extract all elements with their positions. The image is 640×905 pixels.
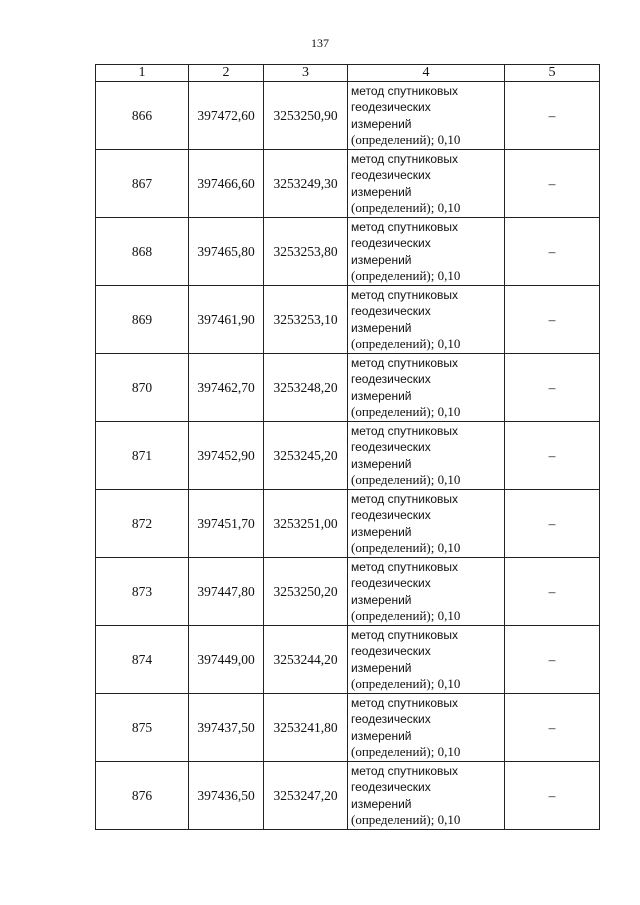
method-cell: [348, 422, 505, 490]
page-number: 137: [311, 36, 329, 50]
table-row: [96, 82, 600, 150]
note-cell: –: [505, 626, 600, 694]
x-coordinate-cell: 397449,00: [189, 626, 264, 694]
point-number-cell: 870: [96, 354, 189, 422]
y-coordinate-cell: 3253253,80: [264, 218, 348, 286]
note-cell: –: [505, 490, 600, 558]
table-header-row: [96, 65, 600, 82]
method-cell: [348, 762, 505, 830]
y-coordinate-cell: 3253248,20: [264, 354, 348, 422]
point-number-cell: 876: [96, 762, 189, 830]
y-coordinate-cell: 3253249,30: [264, 150, 348, 218]
method-cell: [348, 286, 505, 354]
y-coordinate-cell: 3253251,00: [264, 490, 348, 558]
method-accuracy-line: (определений); 0,10: [351, 403, 461, 419]
method-accuracy-line: (определений); 0,10: [351, 471, 461, 487]
method-line: метод спутниковых: [351, 560, 459, 574]
column-header: 5: [505, 65, 600, 82]
method-line: геодезических: [351, 780, 431, 795]
method-cell: [348, 626, 505, 694]
x-coordinate-cell: 397462,70: [189, 354, 264, 422]
method-line: метод спутниковых: [351, 152, 459, 166]
table-row: [96, 286, 600, 354]
method-line: измерений: [351, 524, 412, 539]
method-line: геодезических: [351, 440, 431, 455]
method-line: геодезических: [351, 508, 431, 523]
y-coordinate-cell: 3253253,10: [264, 286, 348, 354]
point-number-cell: 872: [96, 490, 189, 558]
method-line: измерений: [351, 388, 412, 403]
method-accuracy-line: (определений); 0,10: [351, 131, 461, 147]
note-cell: –: [505, 558, 600, 626]
note-cell: –: [505, 762, 600, 830]
x-coordinate-cell: 397465,80: [189, 218, 264, 286]
method-accuracy-line: (определений); 0,10: [351, 675, 461, 691]
method-line: метод спутниковых: [351, 84, 459, 98]
table-row: [96, 762, 600, 830]
column-header: 2: [189, 65, 264, 82]
method-line: метод спутниковых: [351, 492, 459, 506]
method-accuracy-line: (определений); 0,10: [351, 811, 461, 827]
coordinates-table: [95, 64, 600, 830]
method-cell: [348, 218, 505, 286]
method-line: измерений: [351, 184, 412, 199]
table-row: [96, 422, 600, 490]
method-cell: [348, 694, 505, 762]
point-number-cell: 868: [96, 218, 189, 286]
point-number-cell: 866: [96, 82, 189, 150]
method-line: метод спутниковых: [351, 220, 459, 234]
method-accuracy-line: (определений); 0,10: [351, 607, 461, 623]
method-line: метод спутниковых: [351, 356, 459, 370]
method-line: геодезических: [351, 576, 431, 591]
method-line: измерений: [351, 728, 412, 743]
method-line: геодезических: [351, 168, 431, 183]
method-line: геодезических: [351, 100, 431, 115]
method-line: метод спутниковых: [351, 288, 459, 302]
method-accuracy-line: (определений); 0,10: [351, 199, 461, 215]
method-cell: [348, 558, 505, 626]
point-number-cell: 873: [96, 558, 189, 626]
table-row: [96, 558, 600, 626]
method-line: измерений: [351, 320, 412, 335]
note-cell: –: [505, 150, 600, 218]
column-header: 4: [348, 65, 505, 82]
method-cell: [348, 82, 505, 150]
x-coordinate-cell: 397437,50: [189, 694, 264, 762]
y-coordinate-cell: 3253247,20: [264, 762, 348, 830]
point-number-cell: 875: [96, 694, 189, 762]
method-line: метод спутниковых: [351, 696, 459, 710]
method-line: измерений: [351, 456, 412, 471]
table-row: [96, 218, 600, 286]
x-coordinate-cell: 397447,80: [189, 558, 264, 626]
method-cell: [348, 354, 505, 422]
point-number-cell: 871: [96, 422, 189, 490]
y-coordinate-cell: 3253244,20: [264, 626, 348, 694]
column-header: 1: [96, 65, 189, 82]
table-row: [96, 626, 600, 694]
method-accuracy-line: (определений); 0,10: [351, 743, 461, 759]
point-number-cell: 869: [96, 286, 189, 354]
note-cell: –: [505, 286, 600, 354]
x-coordinate-cell: 397451,70: [189, 490, 264, 558]
method-line: измерений: [351, 796, 412, 811]
table-row: [96, 490, 600, 558]
method-line: геодезических: [351, 304, 431, 319]
x-coordinate-cell: 397472,60: [189, 82, 264, 150]
method-line: измерений: [351, 252, 412, 267]
method-line: метод спутниковых: [351, 628, 459, 642]
method-cell: [348, 490, 505, 558]
method-line: метод спутниковых: [351, 424, 459, 438]
method-line: геодезических: [351, 236, 431, 251]
x-coordinate-cell: 397461,90: [189, 286, 264, 354]
table-row: [96, 354, 600, 422]
note-cell: –: [505, 354, 600, 422]
column-header: 3: [264, 65, 348, 82]
table-row: [96, 150, 600, 218]
y-coordinate-cell: 3253245,20: [264, 422, 348, 490]
method-cell: [348, 150, 505, 218]
method-line: метод спутниковых: [351, 764, 459, 778]
table-row: [96, 694, 600, 762]
x-coordinate-cell: 397436,50: [189, 762, 264, 830]
point-number-cell: 874: [96, 626, 189, 694]
note-cell: –: [505, 694, 600, 762]
point-number-cell: 867: [96, 150, 189, 218]
note-cell: –: [505, 422, 600, 490]
y-coordinate-cell: 3253250,90: [264, 82, 348, 150]
note-cell: –: [505, 82, 600, 150]
x-coordinate-cell: 397466,60: [189, 150, 264, 218]
method-accuracy-line: (определений); 0,10: [351, 267, 461, 283]
y-coordinate-cell: 3253250,20: [264, 558, 348, 626]
table-body: [96, 82, 600, 830]
method-line: геодезических: [351, 644, 431, 659]
method-line: измерений: [351, 660, 412, 675]
note-cell: –: [505, 218, 600, 286]
method-line: геодезических: [351, 712, 431, 727]
x-coordinate-cell: 397452,90: [189, 422, 264, 490]
method-accuracy-line: (определений); 0,10: [351, 335, 461, 351]
y-coordinate-cell: 3253241,80: [264, 694, 348, 762]
method-accuracy-line: (определений); 0,10: [351, 539, 461, 555]
method-line: геодезических: [351, 372, 431, 387]
method-line: измерений: [351, 116, 412, 131]
method-line: измерений: [351, 592, 412, 607]
